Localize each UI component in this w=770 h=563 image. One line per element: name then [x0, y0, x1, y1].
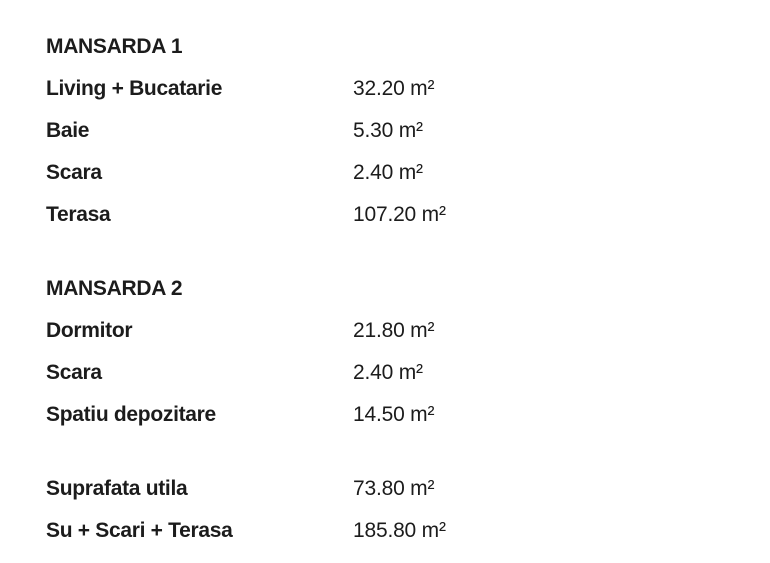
room-label: Suprafata utila [46, 477, 188, 500]
section-mansarda-1 [46, 26, 730, 236]
room-label: Su + Scari + Terasa [46, 519, 233, 542]
area-row [46, 110, 730, 152]
area-value: 2.40 m² [353, 361, 423, 384]
area-value: 185.80 m² [353, 519, 446, 542]
area-value: 32.20 m² [353, 77, 435, 100]
area-row [46, 394, 730, 436]
area-value: 21.80 m² [353, 319, 435, 342]
area-value: 14.50 m² [353, 403, 435, 426]
area-value: 2.40 m² [353, 161, 423, 184]
section-mansarda-2 [46, 268, 730, 436]
section-heading: MANSARDA 2 [46, 277, 183, 300]
room-label: Dormitor [46, 319, 133, 342]
area-row [46, 152, 730, 194]
room-label: Living + Bucatarie [46, 77, 223, 100]
area-row [46, 510, 730, 552]
room-label: Terasa [46, 203, 111, 226]
room-label: Baie [46, 119, 90, 142]
section-totals [46, 468, 730, 552]
area-row [46, 68, 730, 110]
area-value: 107.20 m² [353, 203, 446, 226]
section-heading: MANSARDA 1 [46, 35, 183, 58]
room-label: Scara [46, 161, 102, 184]
room-label: Spatiu depozitare [46, 403, 216, 426]
room-label: Scara [46, 361, 102, 384]
area-row [46, 468, 730, 510]
area-value: 5.30 m² [353, 119, 423, 142]
area-row [46, 310, 730, 352]
area-row [46, 352, 730, 394]
area-row [46, 194, 730, 236]
area-value: 73.80 m² [353, 477, 435, 500]
